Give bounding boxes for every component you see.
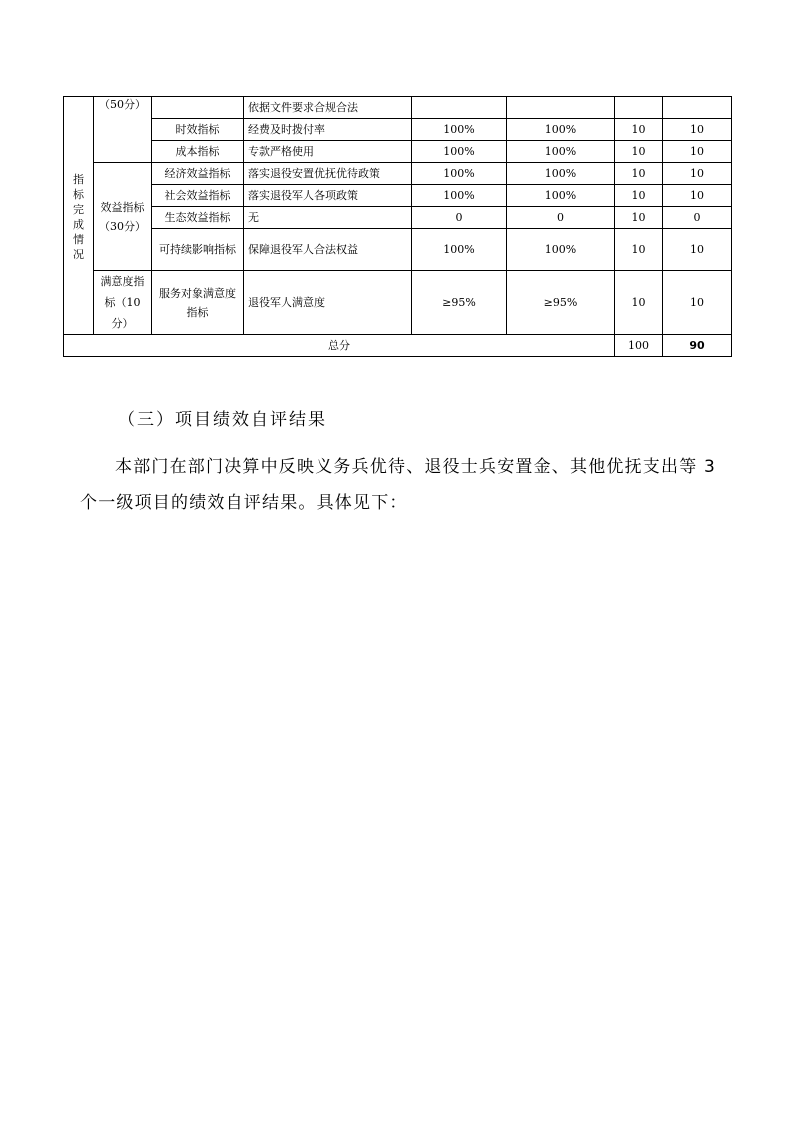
table-row: [64, 207, 732, 229]
actual-cell: 100%: [507, 119, 615, 141]
benefit-group-cell: 效益指标（30分）: [94, 163, 152, 271]
actual-cell: 100%: [507, 229, 615, 271]
section-heading: （三）项目绩效自评结果: [118, 410, 327, 430]
detail-cell: 落实退役军人各项政策: [244, 185, 412, 207]
detail-cell: 无: [244, 207, 412, 229]
indicator-cell: [152, 97, 244, 119]
body-paragraph: 本部门在部门决算中反映义务兵优待、退役士兵安置金、其他优抚支出等 3 个一级项目的绩效自评结果。具体见下：: [80, 457, 717, 513]
score-cell: [663, 97, 732, 119]
total-weight: 100: [615, 335, 663, 357]
indicator-cell: 可持续影响指标: [152, 229, 244, 271]
table-row: [64, 141, 732, 163]
detail-cell: 落实退役安置优抚优待政策: [244, 163, 412, 185]
actual-cell: 100%: [507, 185, 615, 207]
output-score-label: （50分）: [99, 98, 146, 111]
score-cell: 10: [663, 163, 732, 185]
actual-cell: ≥95%: [507, 271, 615, 335]
indicator-cell: 社会效益指标: [152, 185, 244, 207]
target-cell: 100%: [412, 119, 507, 141]
section-label-char: 成: [73, 217, 84, 231]
total-score: 90: [663, 335, 732, 357]
total-label: 总分: [64, 335, 615, 357]
section-label-char: 完: [73, 202, 84, 216]
weight-cell: 10: [615, 207, 663, 229]
section-label-cell: [64, 97, 94, 335]
target-cell: 100%: [412, 229, 507, 271]
target-cell: [412, 97, 507, 119]
score-cell: 10: [663, 141, 732, 163]
indicator-cell: 成本指标: [152, 141, 244, 163]
weight-cell: 10: [615, 141, 663, 163]
satisfaction-group-cell: 满意度指标（10分）: [94, 271, 152, 335]
actual-cell: [507, 97, 615, 119]
total-row: [64, 335, 732, 357]
table-row: [64, 185, 732, 207]
weight-cell: 10: [615, 271, 663, 335]
score-cell: 10: [663, 271, 732, 335]
score-cell: 0: [663, 207, 732, 229]
actual-cell: 100%: [507, 141, 615, 163]
detail-cell: 退役军人满意度: [244, 271, 412, 335]
weight-cell: 10: [615, 119, 663, 141]
target-cell: ≥95%: [412, 271, 507, 335]
detail-cell: 保障退役军人合法权益: [244, 229, 412, 271]
score-cell: 10: [663, 119, 732, 141]
section-label-char: 标: [73, 187, 84, 201]
table-row: [64, 271, 732, 335]
weight-cell: 10: [615, 185, 663, 207]
target-cell: 100%: [412, 185, 507, 207]
weight-cell: 10: [615, 229, 663, 271]
indicator-cell: 经济效益指标: [152, 163, 244, 185]
score-cell: 10: [663, 229, 732, 271]
table-row: [64, 119, 732, 141]
section-label-char: 况: [73, 247, 84, 261]
section-label-char: 情: [73, 232, 84, 246]
table-row: [64, 229, 732, 271]
detail-cell: 专款严格使用: [244, 141, 412, 163]
weight-cell: 10: [615, 163, 663, 185]
table-row: [64, 163, 732, 185]
performance-table: [63, 96, 732, 357]
indicator-cell: 服务对象满意度指标: [152, 271, 244, 335]
section-label-char: 指: [73, 172, 84, 186]
indicator-cell: 时效指标: [152, 119, 244, 141]
actual-cell: 100%: [507, 163, 615, 185]
actual-cell: 0: [507, 207, 615, 229]
indicator-cell: 生态效益指标: [152, 207, 244, 229]
detail-cell: 依据文件要求合规合法: [244, 97, 412, 119]
score-cell: 10: [663, 185, 732, 207]
target-cell: 100%: [412, 141, 507, 163]
weight-cell: [615, 97, 663, 119]
target-cell: 0: [412, 207, 507, 229]
output-score-cell: [94, 97, 152, 163]
detail-cell: 经费及时拨付率: [244, 119, 412, 141]
target-cell: 100%: [412, 163, 507, 185]
